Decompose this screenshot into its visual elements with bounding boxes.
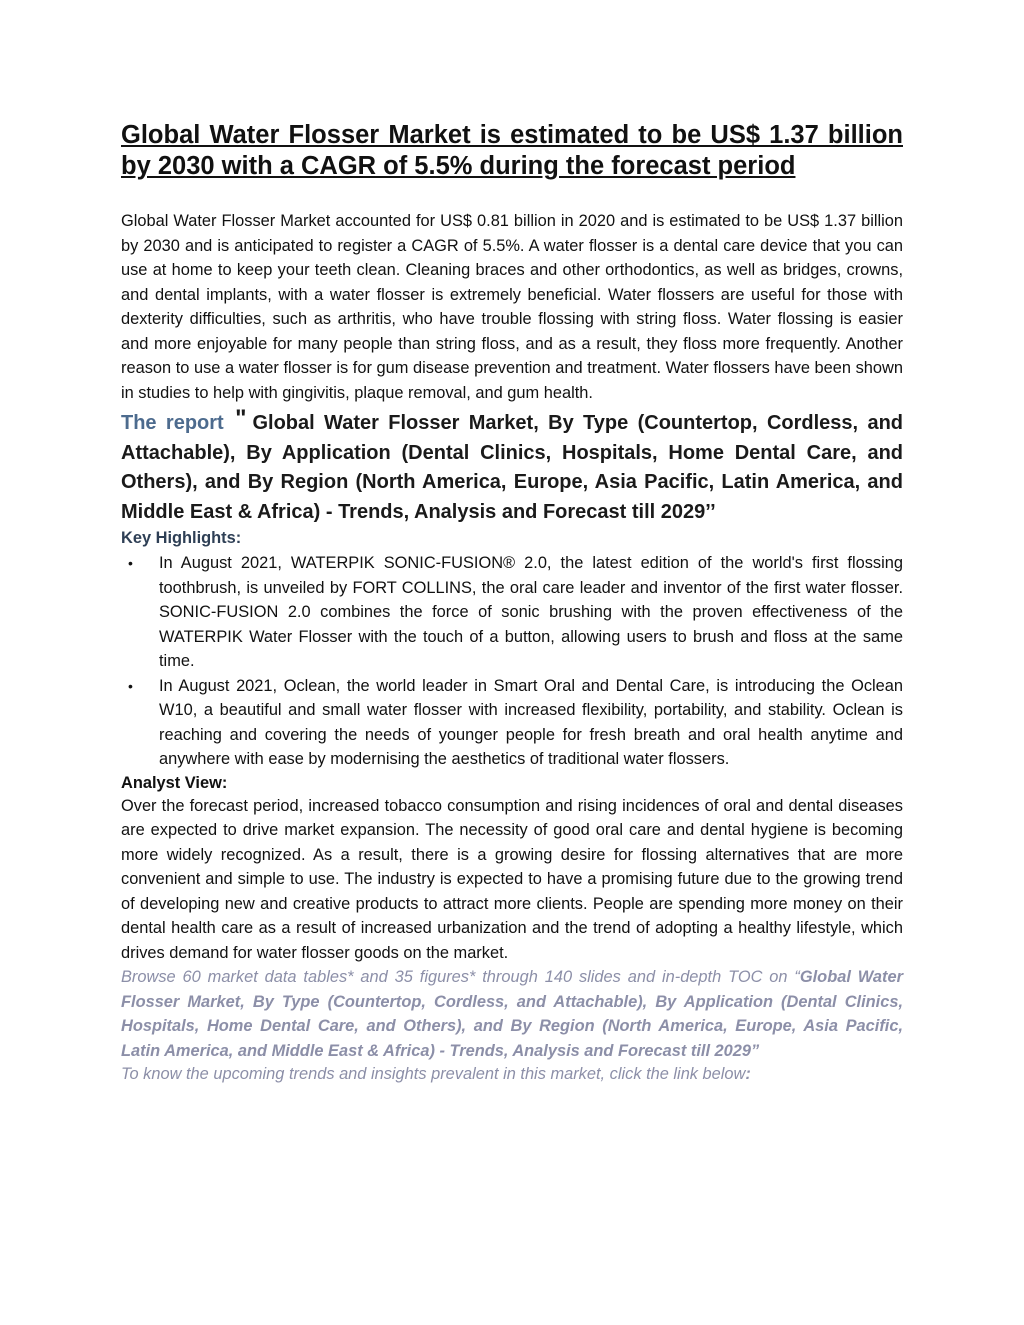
bullet-icon: • [128,555,133,571]
key-highlights-list [121,551,903,772]
list-item [121,674,903,772]
cta-text: To know the upcoming trends and insights prevalent in this market, click the link below [121,1065,746,1083]
page-title: Global Water Flosser Market is estimated to be US$ 1.37 billion by 2030 with a CAGR of 5.5% during the forecast period [121,121,903,180]
key-highlights-heading: Key Highlights: [121,529,242,547]
highlight-text: In August 2021, WATERPIK SONIC-FUSION® 2.0, the latest edition of the world's first flossing toothbrush, is unveiled by FORT COLLINS, the oral care leader and inventor of the first water flosser. SONIC-FUSION 2.0 combines the force of sonic brushing with the proven effectiveness of the WATERPIK Water Flosser with the touch of a button, allowing users to brush and floss at the same time. [159,554,903,670]
browse-report-link[interactable] [121,965,903,1063]
document-page [121,120,903,1085]
browse-lead-text: Browse 60 market data tables* and 35 figures* through 140 slides and in-depth TOC on “ [121,968,800,986]
report-open-quote: " [235,405,247,432]
call-to-action [121,1063,903,1085]
intro-paragraph: Global Water Flosser Market accounted for US$ 0.81 billion in 2020 and is estimated to be US$ 1.37 billion by 2030 and is anticipated to register a CAGR of 5.5%. A water flosser is a dental care device that you can use at home to keep your teeth clean. Cleaning braces and other orthodontics, as well as bridges, crowns, and dental implants, with a water flosser is extremely beneficial. Water flossers are useful for those with dexterity difficulties, such as arthritis, who have trouble flossing with string floss. Water flossing is easier and more enjoyable for many people than string floss, and as a result, they floss more frequently. Another reason to use a water flosser is for gum disease prevention and treatment. Water flossers have been shown in studies to help with gingivitis, plaque removal, and gum health. [121,212,903,402]
cta-colon: : [745,1065,751,1083]
report-title: Global Water Flosser Market, By Type (Countertop, Cordless, and Attachable), By Application (Dental Clinics, Hospitals, Home Dental Care, and Others), and By Region (North America, Europe, Asia Pacific, Latin America, and Middle East & Africa) - Trends, Analysis and Forecast till 2029’’ [121,412,904,523]
browse-report-title[interactable]: Global Water Flosser Market, By Type (Countertop, Cordless, and Attachable), By Application (Dental Clinics, Hospitals, Home Dental Care, and Others), and By Region (North America, Europe, Asia Pacific, Latin America, and Middle East & Africa) - Trends, Analysis and Forecast till 2029” [121,968,904,1060]
analyst-view-heading: Analyst View: [121,773,228,792]
bullet-icon: • [128,677,133,694]
highlight-text: In August 2021, Oclean, the world leader in Smart Oral and Dental Care, is introducing the Oclean W10, a beautiful and small water flosser with increased flexibility, portability, and stability. Oclean is reaching and covering the needs of younger people for fresh breath and oral health anytime and anywhere with ease by modernising the aesthetics of traditional water flossers. [159,676,903,768]
analyst-view-paragraph: Over the forecast period, increased tobacco consumption and rising incidences of oral and dental diseases are expected to drive market expansion. The necessity of good oral care and dental hygiene is becoming more widely recognized. As a result, there is a growing desire for flossing alternatives that are more convenient and simple to use. The industry is expected to have a promising future due to the growing trend of developing new and creative products to attract more clients. People are spending more money on their dental health care as a result of increased urbanization and the trend of adopting a healthy lifestyle, which drives demand for water flosser goods on the market. [121,796,903,962]
report-title-block [121,407,903,527]
list-item [121,551,903,674]
report-lead-label: The report [121,412,224,434]
